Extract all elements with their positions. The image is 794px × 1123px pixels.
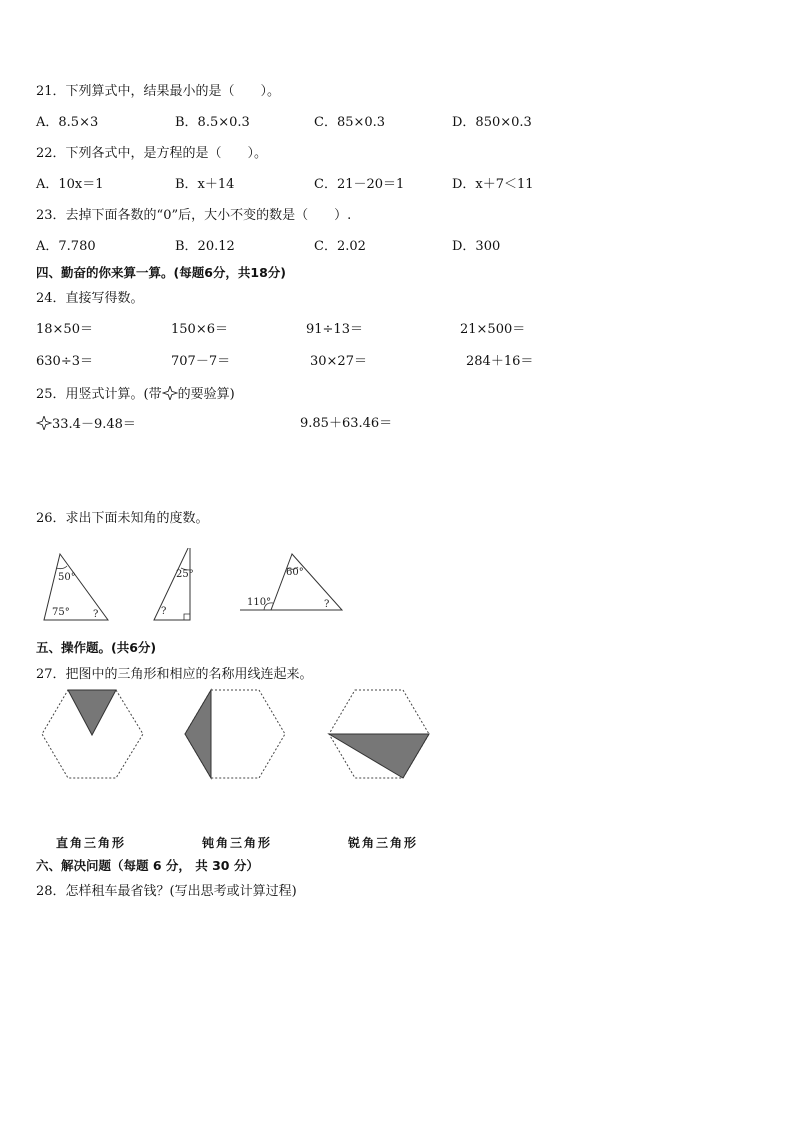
q25-stem-after: 的要验算) <box>177 387 235 402</box>
unknown-angle-label: ? <box>161 606 167 617</box>
shaded-triangle-3[interactable] <box>329 734 429 778</box>
unknown-angle-label: ? <box>324 599 330 610</box>
q22-option-c[interactable]: C．21－20＝1 <box>314 177 405 192</box>
four-point-star-icon <box>162 386 178 400</box>
q23-option-c[interactable]: C．2.02 <box>314 239 366 254</box>
q24-item: 707－7＝ <box>171 354 231 369</box>
hexagon-figures <box>40 688 440 782</box>
section-4-heading: 四、勤奋的你来算一算。(每题6分，共18分) <box>36 265 287 280</box>
q24-item: 18×50＝ <box>36 322 93 337</box>
question-28: 28．怎样租车最省钱？(写出思考或计算过程) <box>36 884 297 899</box>
q24-item: 630÷3＝ <box>36 354 93 369</box>
q22-option-b[interactable]: B．x＋14 <box>175 177 235 192</box>
question-26: 26．求出下面未知角的度数。 <box>36 511 209 526</box>
unknown-angle-label: ? <box>93 609 99 620</box>
angle-label-60: 60° <box>286 567 304 578</box>
question-25 <box>36 386 235 403</box>
shaded-triangle-1[interactable] <box>68 690 116 735</box>
label-acute-triangle[interactable]: 锐角三角形 <box>348 836 419 850</box>
label-obtuse-triangle[interactable]: 钝角三角形 <box>202 836 273 850</box>
question-27: 27．把图中的三角形和相应的名称用线连起来。 <box>36 667 313 682</box>
q23-option-a[interactable]: A．7.780 <box>36 239 96 254</box>
q22-option-d[interactable]: D．x＋7＜11 <box>452 177 534 192</box>
angle-label-110: 110° <box>247 597 272 608</box>
q23-option-b[interactable]: B．20.12 <box>175 239 235 254</box>
section-5-heading: 五、操作题。(共6分) <box>36 640 157 655</box>
q23-option-d[interactable]: D．300 <box>452 239 501 254</box>
q24-item: 21×500＝ <box>460 322 526 337</box>
question-23: 23．去掉下面各数的“0”后，大小不变的数是（ ）. <box>36 208 352 223</box>
angle-label-25: 25° <box>176 569 194 580</box>
q24-item: 150×6＝ <box>171 322 228 337</box>
angle-label-50: 50° <box>58 572 76 583</box>
q21-option-b[interactable]: B．8.5×0.3 <box>175 115 250 130</box>
question-21: 21．下列算式中，结果最小的是（ ）。 <box>36 84 281 99</box>
shaded-triangle-2[interactable] <box>185 690 211 778</box>
q21-option-a[interactable]: A．8.5×3 <box>36 115 99 130</box>
triangle-angle-figures <box>36 548 356 624</box>
angle-label-75: 75° <box>52 607 70 618</box>
q24-item: 91÷13＝ <box>306 322 363 337</box>
q25-item-1 <box>36 416 136 433</box>
q25-item-2: 9.85＋63.46＝ <box>300 416 393 431</box>
question-24: 24．直接写得数。 <box>36 291 144 306</box>
section-6-heading: 六、解决问题（每题 6 分， 共 30 分） <box>36 858 259 873</box>
q25-stem-before: 25．用竖式计算。(带 <box>36 387 162 402</box>
label-right-triangle[interactable]: 直角三角形 <box>56 836 127 850</box>
question-22: 22．下列各式中，是方程的是（ ）。 <box>36 146 268 161</box>
four-point-star-icon <box>36 416 52 430</box>
q21-option-d[interactable]: D．850×0.3 <box>452 115 532 130</box>
q24-item: 284＋16＝ <box>466 354 534 369</box>
q22-option-a[interactable]: A．10x＝1 <box>36 177 104 192</box>
q24-item: 30×27＝ <box>310 354 367 369</box>
q21-option-c[interactable]: C．85×0.3 <box>314 115 386 130</box>
q25-expression: 33.4－9.48＝ <box>52 417 136 432</box>
